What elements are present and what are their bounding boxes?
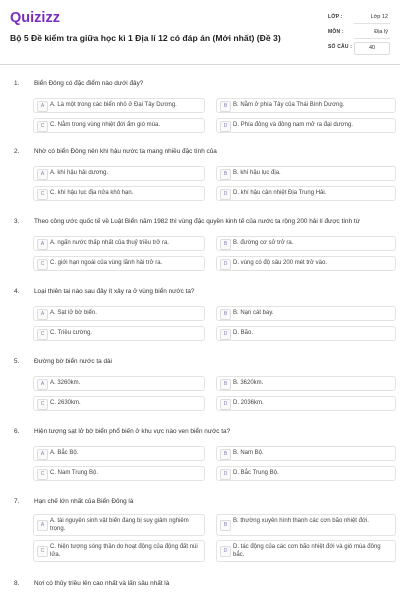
option-d[interactable] [216, 540, 396, 562]
option-text: A. khí hậu hải dương. [50, 170, 108, 176]
option-d[interactable] [216, 186, 396, 201]
option-text: D. vùng có độ sâu 200 mét trở vào. [233, 260, 327, 266]
option-text: D. 2036km. [233, 400, 264, 406]
question-text: Hạn chế lớn nhất của Biển Đông là [34, 498, 134, 505]
question-number: 7. [14, 498, 20, 505]
option-b[interactable] [216, 236, 396, 251]
option-letter: D [220, 189, 231, 200]
option-letter: B [220, 309, 231, 320]
option-letter: B [220, 379, 231, 390]
option-letter: A [37, 449, 48, 460]
question-stem [14, 288, 394, 295]
option-a[interactable] [33, 376, 205, 391]
option-letter: B [220, 449, 231, 460]
option-text: C. Nằm trong vùng nhiệt đới ẩm gió mùa. [50, 122, 160, 128]
meta-subject-value: Địa lý [354, 27, 390, 39]
option-b[interactable] [216, 166, 396, 181]
worksheet-meta [324, 12, 394, 57]
option-letter: C [37, 189, 48, 200]
option-d[interactable] [216, 118, 396, 133]
option-text: D. Bão. [233, 330, 254, 336]
option-c[interactable] [33, 540, 205, 562]
option-letter: A [37, 520, 48, 531]
option-b[interactable] [216, 376, 396, 391]
option-text: B. Nạn cát bay. [233, 310, 274, 316]
option-letter: D [220, 121, 231, 132]
option-text: B. Nam Bộ. [233, 450, 264, 456]
option-text: C. Nam Trung Bộ. [50, 470, 99, 476]
question-text: Nhờ có biển Đông nên khí hậu nước ta mang nhiều đặc tính của [34, 148, 217, 155]
option-letter: C [37, 329, 48, 340]
meta-subject-label: MÔN : [328, 29, 344, 35]
option-text: C. Triều cường. [50, 330, 92, 336]
meta-class [324, 12, 394, 27]
option-d[interactable] [216, 326, 396, 341]
option-text: B. khí hậu lục địa. [233, 170, 281, 176]
question-stem [14, 498, 394, 505]
question-stem [14, 148, 394, 155]
option-c[interactable] [33, 256, 205, 271]
quizizz-logo [10, 9, 74, 25]
worksheet-header [0, 0, 400, 65]
meta-count-value: 40 [354, 42, 390, 55]
option-letter: D [220, 399, 231, 410]
option-letter: C [37, 469, 48, 480]
meta-subject [324, 27, 394, 42]
option-c[interactable] [33, 466, 205, 481]
option-text: D. khí hậu cận nhiệt Địa Trung Hải. [233, 190, 327, 196]
option-d[interactable] [216, 396, 396, 411]
question-number: 2. [14, 148, 20, 155]
question-stem [14, 580, 394, 587]
option-c[interactable] [33, 186, 205, 201]
option-d[interactable] [216, 466, 396, 481]
meta-question-count [324, 42, 394, 57]
option-a[interactable] [33, 446, 205, 461]
option-letter: B [220, 520, 231, 531]
option-letter: C [37, 546, 48, 557]
option-letter: C [37, 399, 48, 410]
option-letter: C [37, 121, 48, 132]
option-letter: B [220, 239, 231, 250]
question-text: Hiện tượng sạt lở bờ biển phổ biến ở khu vực nào ven biển nước ta? [34, 428, 231, 435]
option-text: C. khí hậu lục địa nửa khô hạn. [50, 190, 134, 196]
question-number: 5. [14, 358, 20, 365]
question-text: Theo công ước quốc tế về Luật Biển năm 1982 thì vùng đặc quyền kinh tế của nước ta rộng 200 hải lí được tính từ [34, 218, 360, 225]
question-number: 1. [14, 80, 20, 87]
question-text: Đường bờ biển nước ta dài [34, 358, 112, 365]
option-text: B. đường cơ sở trở ra. [233, 240, 294, 246]
option-letter: A [37, 169, 48, 180]
option-text: A. tài nguyên sinh vật biển đang bị suy giảm nghiêm trọng. [50, 518, 189, 532]
option-letter: D [220, 259, 231, 270]
option-text: D. tác động của các cơn bão nhiệt đới và gió mùa đông bắc. [233, 544, 381, 558]
option-letter: C [37, 259, 48, 270]
option-a[interactable] [33, 98, 205, 113]
meta-class-label: LỚP : [328, 14, 343, 20]
question-stem [14, 428, 394, 435]
option-a[interactable] [33, 236, 205, 251]
question-stem [14, 80, 394, 87]
question-stem [14, 358, 394, 365]
option-letter: A [37, 239, 48, 250]
option-text: B. thường xuyên hình thành các cơn bão nhiệt đới. [233, 518, 369, 524]
option-text: B. Nằm ở phía Tây của Thái Bình Dương. [233, 102, 345, 108]
option-c[interactable] [33, 396, 205, 411]
question-stem [14, 218, 394, 225]
option-c[interactable] [33, 326, 205, 341]
option-c[interactable] [33, 118, 205, 133]
option-letter: B [220, 169, 231, 180]
question-number: 4. [14, 288, 20, 295]
option-a[interactable] [33, 514, 205, 536]
option-letter: D [220, 469, 231, 480]
option-letter: A [37, 101, 48, 112]
meta-count-label: SỐ CÂU : [328, 44, 353, 50]
question-text: Biển Đông có đặc điểm nào dưới đây? [34, 80, 144, 87]
question-number: 3. [14, 218, 20, 225]
option-text: A. 3260km. [50, 380, 81, 386]
option-b[interactable] [216, 446, 396, 461]
option-a[interactable] [33, 306, 205, 321]
question-number: 6. [14, 428, 20, 435]
meta-class-value: Lớp 12 [354, 12, 390, 24]
option-letter: D [220, 546, 231, 557]
worksheet-title: Bộ 5 Đề kiểm tra giữa học kì 1 Địa lí 12 có đáp án (Mới nhất) (Đề 3) [10, 33, 281, 43]
option-letter: D [220, 329, 231, 340]
option-text: A. Sạt lở bờ biển. [50, 310, 97, 316]
option-text: C. 2630km. [50, 400, 81, 406]
option-d[interactable] [216, 256, 396, 271]
option-text: C. hiện tượng sóng thần do hoạt động của động đất núi lửa. [50, 544, 198, 558]
option-letter: A [37, 379, 48, 390]
option-text: C. giới hạn ngoài của vùng lãnh hải trở ra. [50, 260, 163, 266]
option-b[interactable] [216, 306, 396, 321]
question-text: Loại thiên tai nào sau đây ít xảy ra ở vùng biển nước ta? [34, 288, 195, 295]
option-text: D. Phía đông và đông nam mở ra đại dương. [233, 122, 353, 128]
option-text: B. 3620km. [233, 380, 264, 386]
option-text: A. ngấn nước thấp nhất của thuỷ triều trở ra. [50, 240, 169, 246]
logo-text: Quizizz [10, 10, 60, 25]
option-text: A. Bắc Bộ. [50, 450, 79, 456]
option-b[interactable] [216, 98, 396, 113]
option-text: A. Là một trong các biển nhỏ ở Đại Tây Dương. [50, 102, 177, 108]
option-text: D. Bắc Trung Bộ. [233, 470, 279, 476]
question-text: Nơi có thủy triều lên cao nhất và lấn sâu nhất là [34, 580, 170, 587]
option-a[interactable] [33, 166, 205, 181]
option-letter: B [220, 101, 231, 112]
option-b[interactable] [216, 514, 396, 536]
option-letter: A [37, 309, 48, 320]
question-number: 8. [14, 580, 20, 587]
